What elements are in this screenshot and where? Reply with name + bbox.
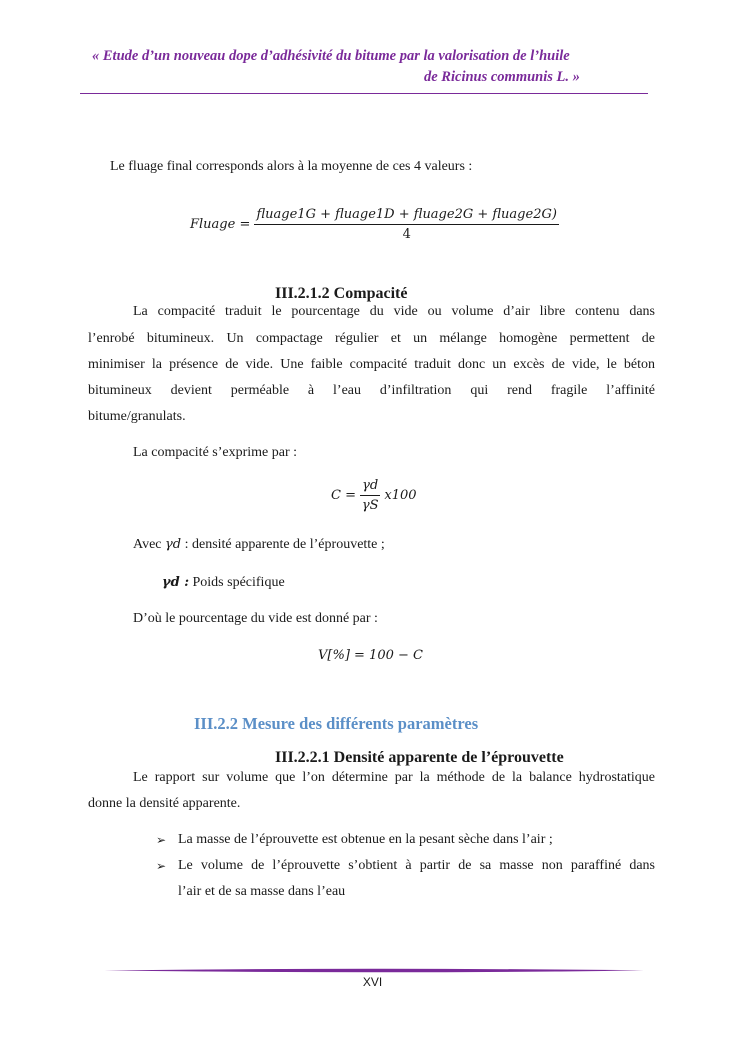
fluage-denominator: 4 [402,227,411,242]
compacite-para-line-5: bitume/granulats. [88,409,186,424]
bullet-item-1 [156,827,655,853]
fluage-formula [190,207,559,242]
densite-para-line-1: Le rapport sur volume que l’on détermine par la méthode de la balance hydrostatique [133,770,655,785]
bullet-text-1: La masse de l’éprouvette est obtenue en la pesant sèche dans l’air ; [178,832,553,847]
bullet-item-2 [156,853,655,879]
c-fraction [360,478,380,513]
fluage-numerator: fluage1G + fluage1D + fluage2G + fluage2G) [254,207,558,225]
compacite-expr-intro: La compacité s’exprime par : [133,445,298,460]
c-denominator: γS [361,498,379,513]
c-numerator: γd [360,478,380,496]
arrow-bullet-icon: ➢ [156,859,167,873]
c-lhs: C = [331,488,356,503]
gamma-s-definition: Poids spécifique [192,575,285,590]
vide-formula: V[%] = 100 − C [318,648,423,663]
header-line-2: de Ricinus communis L. » [424,69,580,85]
avec-label: Avec [133,537,162,552]
heading-mesure: III.2.2 Mesure des différents paramètres [194,714,479,733]
avec-definition: : densité apparente de l’éprouvette ; [184,537,385,552]
arrow-bullet-icon: ➢ [156,833,167,847]
fluage-fraction [254,207,558,242]
page-number: XVI [362,975,383,989]
c-rhs: x100 [384,488,417,503]
heading-densite-apparente: III.2.2.1 Densité apparente de l’éprouvette [275,749,564,766]
vide-intro: D’où le pourcentage du vide est donné par : [133,611,378,626]
compacite-para-line-4: bitumineux devient perméable à l’eau d’infiltration qui rend fragile l’affinité [88,383,655,398]
header-rule [80,93,648,94]
intro-text: Le fluage final corresponds alors à la moyenne de ces 4 valeurs : [110,159,473,174]
densite-para-line-2: donne la densité apparente. [88,796,241,811]
gamma-s-symbol: γd : [162,575,189,590]
gamma-s-line [162,570,285,596]
fluage-lhs: Fluage = [190,217,251,232]
bullet-text-2-cont: l’air et de sa masse dans l’eau [178,884,346,899]
footer-ornament-line [104,968,644,973]
compacite-para-line-2: l’enrobé bitumineux. Un compactage régulier et un mélange homogène permettent de [88,331,655,346]
compacite-formula [331,478,417,513]
gamma-d-symbol: γd [165,537,182,552]
bullet-text-2: Le volume de l’éprouvette s’obtient à partir de sa masse non paraffiné dans [178,858,655,873]
compacite-para-line-3: minimiser la présence de vide. Une faible compacité traduit donc un excès de vide, le béton [88,357,655,372]
avec-line [133,532,385,558]
heading-compacite: III.2.1.2 Compacité [275,285,408,302]
compacite-para-line-1: La compacité traduit le pourcentage du vide ou volume d’air libre contenu dans [133,304,655,319]
header-line-1: « Etude d’un nouveau dope d’adhésivité du bitume par la valorisation de l’huile [92,48,570,64]
